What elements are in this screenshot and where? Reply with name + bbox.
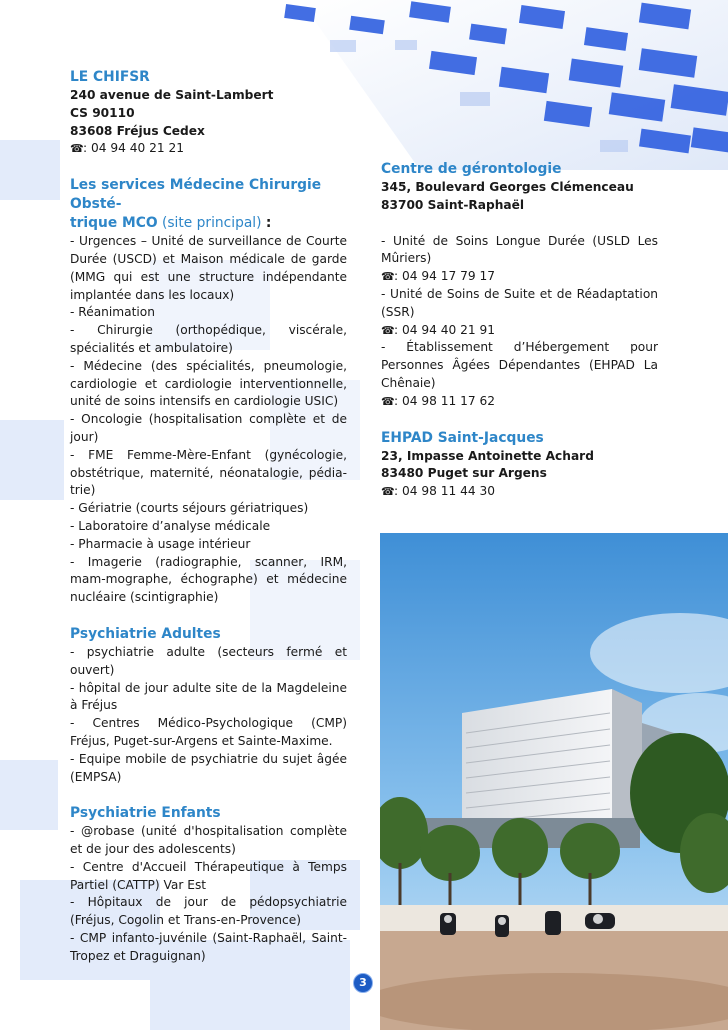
child-psychiatry-title: Psychiatrie Enfants [70, 805, 221, 822]
list-item: - CMP infanto-juvénile (Saint-Raphaël, Saint-Tropez et Draguignan) [70, 931, 347, 963]
phone-number: : 04 94 40 21 91 [394, 322, 496, 337]
list-item: - Médecine (des spécialités, pneumologie, cardiologie et cardiologie interventionnelle, unité de soins intensifs en cardiologie USIC) [70, 358, 347, 409]
phone-number: : 04 98 11 17 62 [394, 393, 496, 408]
adult-psychiatry-title: Psychiatrie Adultes [70, 625, 221, 642]
list-item: - Centres Médico-Psychologique (CMP) Fréjus, Puget-sur-Argens et Sainte-Maxime. [70, 716, 347, 748]
phone-number: : 04 98 11 44 30 [394, 484, 496, 499]
chifsr-title: LE CHIFSR [70, 69, 150, 85]
hospital-building-illustration [380, 533, 728, 1030]
address-line: 83700 Saint-Raphaël [381, 197, 525, 212]
mco-list [70, 233, 347, 607]
left-column [70, 68, 347, 966]
phone-number: : 04 94 40 21 21 [83, 141, 185, 156]
mco-title [70, 176, 347, 233]
address-line: 83608 Fréjus Cedex [70, 123, 205, 138]
child-psychiatry-list [70, 823, 347, 965]
address-line: 83480 Puget sur Argens [381, 466, 547, 481]
list-item: - Imagerie (radiographie, scanner, IRM, mam-mographe, échographe) et médecine nucléaire (scintigraphie) [70, 554, 347, 605]
ssr-item: - Unité de Soins de Suite et de Réadaptation (SSR) [381, 286, 658, 319]
usld-phone [381, 268, 658, 286]
list-item: - Gériatrie (courts séjours gériatriques) [70, 501, 309, 516]
mco-title-line1: Les services Médecine Chirurgie Obsté- [70, 177, 322, 213]
chifsr-phone [70, 140, 347, 158]
address-line: 345, Boulevard Georges Clémenceau [381, 180, 634, 194]
list-item: - Laboratoire d’analyse médicale [70, 518, 271, 533]
hospital-photo [380, 533, 728, 1030]
geronto-title: Centre de gérontologie [381, 161, 562, 177]
mco-title-colon: : [265, 215, 272, 232]
list-item: - Pharmacie à usage intérieur [70, 536, 251, 551]
phone-icon: ☎ [381, 270, 395, 284]
ehpad-phone [381, 393, 658, 411]
list-item: - Urgences – Unité de surveillance de Courte Durée (USCD) et Maison médicale de garde (MMG qui est une structure indépendante implantée dans les locaux) [70, 234, 347, 302]
list-item: - @robase (unité d'hospitalisation complète et de jour des adolescents) [70, 824, 347, 857]
address-line: CS 90110 [70, 105, 135, 120]
geronto-address [381, 179, 658, 215]
list-item: - Chirurgie (orthopédique, viscérale, spécialités et ambulatoire) [70, 323, 347, 355]
page-number: 3 [353, 973, 373, 993]
ssr-phone [381, 322, 658, 340]
mco-title-line2: trique MCO [70, 215, 158, 232]
list-item: - Hôpitaux de jour de pédopsychiatrie (Fréjus, Cogolin et Trans-en-Provence) [70, 895, 347, 928]
usld-item: - Unité de Soins Longue Durée (USLD Les Mûriers) [381, 233, 658, 266]
list-item: - psychiatrie adulte (secteurs fermé et ouvert) [70, 644, 347, 677]
list-item: - Centre d'Accueil Thérapeutique à Temps Partiel (CATTP) Var Est [70, 859, 347, 892]
list-item: - hôpital de jour adulte site de la Magdeleine à Fréjus [70, 680, 347, 713]
adult-psychiatry-list [70, 644, 347, 786]
address-line: 240 avenue de Saint-Lambert [70, 88, 274, 102]
phone-icon: ☎ [381, 485, 395, 499]
phone-number: : 04 94 17 79 17 [394, 269, 496, 284]
phone-icon: ☎ [381, 394, 395, 408]
saint-jacques-title: EHPAD Saint-Jacques [381, 429, 544, 446]
phone-icon: ☎ [381, 323, 395, 337]
right-column [381, 160, 658, 501]
list-item: - Réanimation [70, 305, 155, 320]
mco-title-suffix: (site principal) [157, 215, 266, 232]
phone-icon: ☎ [70, 142, 84, 156]
address-line: 23, Impasse Antoinette Achard [381, 448, 594, 463]
ehpad-item: - Établissement d’Hébergement pour Personnes Âgées Dépendantes (EHPAD La Chênaie) [381, 340, 658, 390]
saint-jacques-address [381, 448, 658, 484]
saint-jacques-phone [381, 483, 658, 501]
chifsr-address [70, 87, 347, 140]
list-item: - FME Femme-Mère-Enfant (gynécologie, obstétrique, maternité, néonatalogie, pédia-trie) [70, 447, 347, 498]
list-item: - Oncologie (hospitalisation complète et de jour) [70, 412, 347, 444]
list-item: - Equipe mobile de psychiatrie du sujet âgée (EMPSA) [70, 751, 347, 784]
